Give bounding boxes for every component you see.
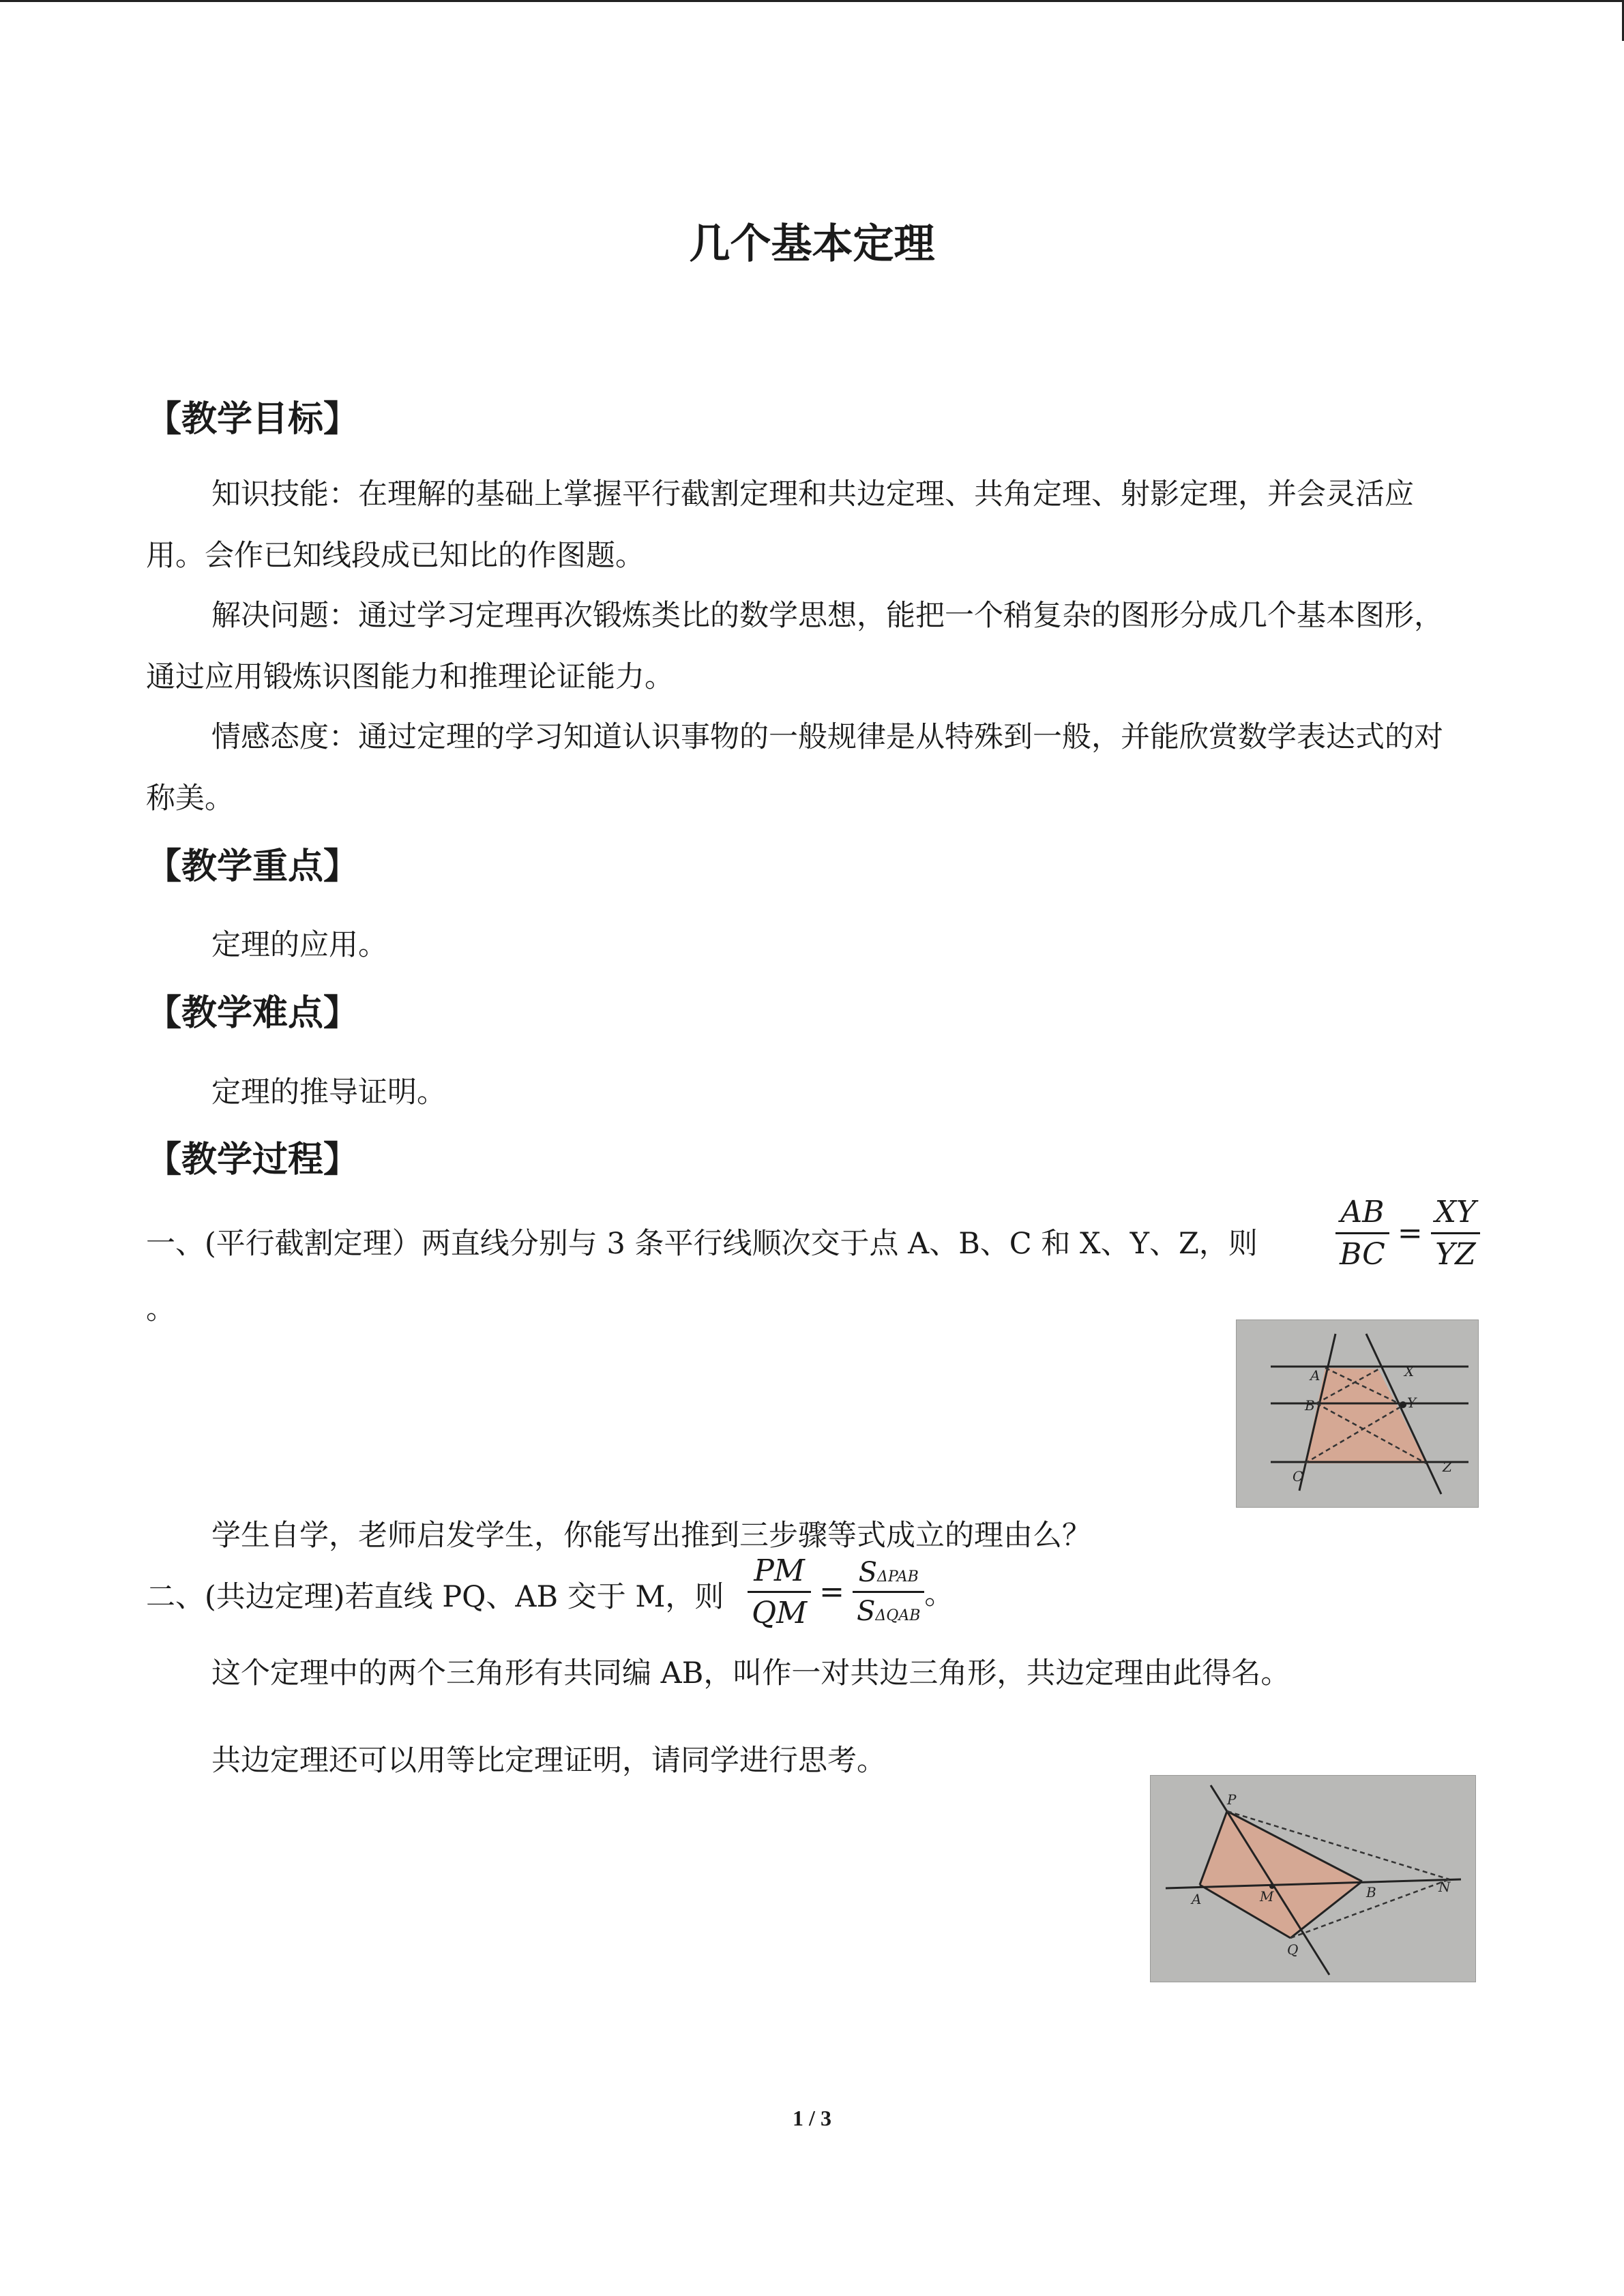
page-top-border bbox=[0, 0, 1624, 2]
figure2-label-q: Q bbox=[1287, 1941, 1299, 1958]
theorem2-period: 。 bbox=[924, 1577, 954, 1611]
fraction-xy-yz bbox=[1431, 1195, 1480, 1272]
figure2-label-m: M bbox=[1260, 1888, 1274, 1905]
figure1-label-a: A bbox=[1310, 1367, 1320, 1384]
figure1-label-b: B bbox=[1305, 1397, 1315, 1414]
figure2-label-p: P bbox=[1227, 1791, 1237, 1808]
fraction-numerator: AB bbox=[1335, 1195, 1389, 1234]
fraction-denominator: QM bbox=[752, 1596, 808, 1630]
fraction-denominator: YZ bbox=[1435, 1237, 1476, 1272]
fraction-ab-bc bbox=[1335, 1195, 1389, 1272]
figure2-label-b: B bbox=[1366, 1884, 1376, 1900]
goal-emotion-attitude: 情感态度：通过定理的学习知道认识事物的一般规律是从特殊到一般，并能欣赏数学表达式的对称美。 bbox=[146, 720, 1443, 816]
figure-parallel-intercept bbox=[1236, 1320, 1479, 1508]
theorem1-period: 。 bbox=[146, 1292, 175, 1326]
student-self-study-text: 学生自学，老师启发学生，你能写出推到三步骤等式成立的理由么？ bbox=[211, 1519, 1091, 1553]
goal-problem-solving: 解决问题：通过学习定理再次锻炼类比的数学思想，能把一个稍复杂的图形分成几个基本图形，通过应用锻炼识图能力和推理论证能力。 bbox=[146, 599, 1443, 694]
common-edge-proof-hint: 共边定理还可以用等比定理证明，请同学进行思考。 bbox=[211, 1744, 886, 1778]
fraction-numerator: PM bbox=[748, 1553, 811, 1593]
fraction-numerator: XY bbox=[1431, 1195, 1480, 1234]
equals-sign: = bbox=[819, 1575, 844, 1609]
theorem-common-edge bbox=[146, 1574, 724, 1615]
difficulty-text: 定理的推导证明。 bbox=[211, 1075, 446, 1109]
area-symbol: S bbox=[858, 1557, 878, 1588]
theorem-parallel-intercept bbox=[146, 1221, 1258, 1262]
figure-common-edge bbox=[1150, 1775, 1476, 1982]
area-subscript: ΔPAB bbox=[877, 1568, 919, 1585]
fraction-area-ratio bbox=[853, 1557, 924, 1627]
theorem1-formula bbox=[1335, 1195, 1480, 1272]
heading-teaching-process: 【教学过程】 bbox=[146, 1139, 359, 1180]
theorem1-statement: 一、(平行截割定理）两直线分别与 3 条平行线顺次交于点 A、B、C 和 X、Y、Z，则 bbox=[146, 1227, 1258, 1261]
figure1-label-z: Z bbox=[1443, 1459, 1452, 1475]
theorem2-formula bbox=[748, 1553, 954, 1630]
theorem2-statement: 二、(共边定理)若直线 PQ、AB 交于 M，则 bbox=[146, 1580, 724, 1614]
common-edge-explanation: 这个定理中的两个三角形有共同编 AB，叫作一对共边三角形，共边定理由此得名。 bbox=[211, 1656, 1290, 1690]
fraction-denominator bbox=[853, 1593, 924, 1627]
page-number: 1 / 3 bbox=[793, 2106, 831, 2130]
area-symbol: S bbox=[857, 1596, 876, 1627]
figure2-label-n: N bbox=[1438, 1879, 1451, 1895]
figure1-label-x: X bbox=[1404, 1363, 1415, 1380]
key-point-text: 定理的应用。 bbox=[211, 928, 387, 962]
figure1-label-y: Y bbox=[1407, 1395, 1417, 1411]
equals-sign: = bbox=[1397, 1216, 1423, 1251]
area-subscript: ΔQAB bbox=[875, 1607, 921, 1624]
fraction-numerator bbox=[853, 1557, 924, 1593]
goal-knowledge-skills: 知识技能：在理解的基础上掌握平行截割定理和共边定理、共角定理、射影定理，并会灵活应用。会作已知线段成已知比的作图题。 bbox=[146, 477, 1414, 573]
heading-teaching-difficulty: 【教学难点】 bbox=[146, 993, 359, 1034]
heading-teaching-key: 【教学重点】 bbox=[146, 846, 359, 887]
figure1-label-c: C bbox=[1293, 1468, 1303, 1485]
page-title: 几个基本定理 bbox=[689, 220, 935, 268]
heading-teaching-goals: 【教学目标】 bbox=[146, 399, 359, 440]
fraction-pm-qm bbox=[748, 1553, 811, 1630]
figure2-label-a: A bbox=[1192, 1891, 1202, 1907]
fraction-denominator: BC bbox=[1340, 1237, 1385, 1272]
